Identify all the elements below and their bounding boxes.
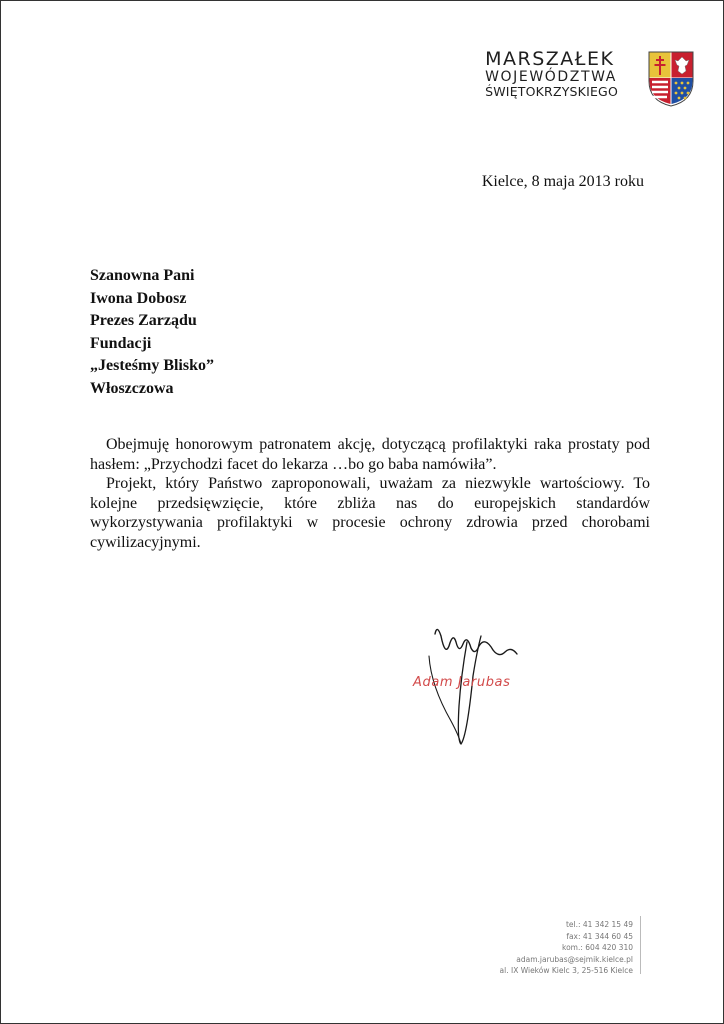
letterhead-line-1: MARSZAŁEK bbox=[485, 48, 615, 70]
signature-name-stamp: Adam Jarubas bbox=[413, 675, 511, 690]
body-paragraph-2: Projekt, który Państwo zaproponowali, uważam za niezwykle wartościowy. To kolejne przedsięwzięcie, które zbliża nas do europejskich standardów wykorzystywania profilaktyki w procesie ochrony zdrowia przed chorobami cywilizacyjnymi. bbox=[90, 475, 650, 551]
letter-date: Kielce, 8 maja 2013 roku bbox=[481, 173, 644, 190]
recipient-block bbox=[90, 265, 214, 400]
footer-phone: tel.: 41 342 15 49 bbox=[565, 920, 633, 929]
recipient-line: Prezes Zarządu bbox=[90, 312, 197, 329]
recipient-line: Szanowna Pani bbox=[90, 267, 195, 284]
footer-divider bbox=[640, 916, 641, 974]
footer-fax: fax: 41 344 60 45 bbox=[566, 931, 633, 941]
footer-contact bbox=[500, 919, 633, 977]
body-paragraph-1: Obejmuję honorowym patronatem akcję, dotyczącą profilaktyki raka prostaty pod hasłem: „Przychodzi facet do lekarza …bo go baba namówiła”. bbox=[90, 436, 650, 473]
recipient-line: Fundacji bbox=[90, 334, 152, 352]
recipient-line: Włoszczowa bbox=[90, 379, 174, 397]
letterhead-line-2: WOJEWÓDZTWA bbox=[485, 69, 617, 85]
footer-email: adam.jarubas@sejmik.kielce.pl bbox=[516, 954, 633, 964]
letterhead-title bbox=[485, 49, 618, 99]
letter-body bbox=[90, 435, 650, 552]
footer-mobile: kom.: 604 420 310 bbox=[562, 943, 633, 952]
coat-of-arms-icon bbox=[648, 51, 694, 107]
recipient-line: Iwona Dobosz bbox=[90, 289, 187, 307]
letterhead-line-3: ŚWIĘTOKRZYSKIEGO bbox=[485, 84, 618, 99]
recipient-line: „Jesteśmy Blisko” bbox=[90, 357, 214, 374]
footer-address: al. IX Wieków Kielc 3, 25-516 Kielce bbox=[499, 966, 633, 975]
